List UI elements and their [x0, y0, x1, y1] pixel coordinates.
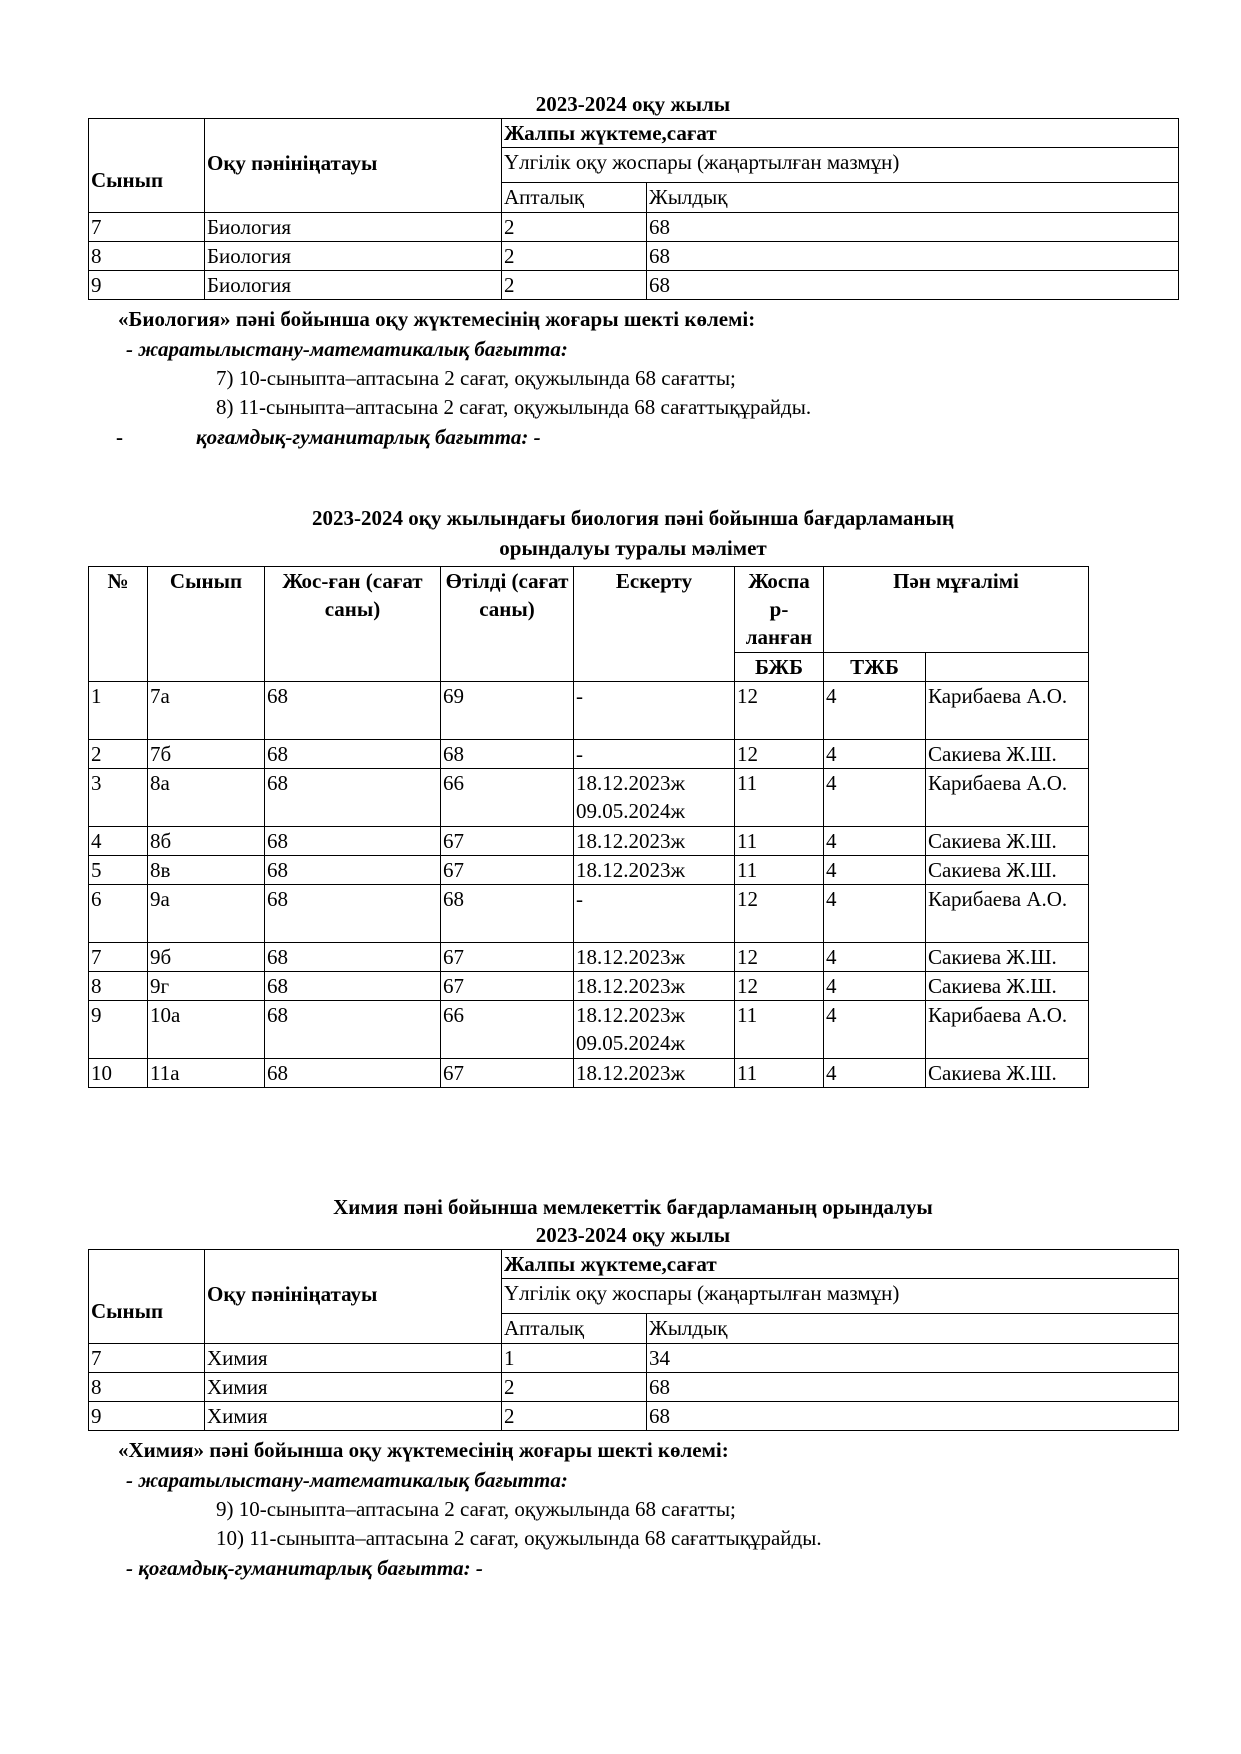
biology-fulfilment-table	[88, 566, 1089, 1088]
header-yearly: Жылдық	[647, 183, 1179, 213]
section1-title: 2023-2024 оқу жылы	[535, 92, 731, 116]
table-row: 9 Биология 2 68	[89, 271, 1179, 300]
header-subject: Оқу пәнініңатауы	[205, 1250, 502, 1344]
table-row: 7 9б 68 67 18.12.2023ж 12 4 Сакиева Ж.Ш.	[89, 943, 1089, 972]
table-row: 6 9а 68 68 - 12 4 Карибаева А.О.	[89, 885, 1089, 943]
header-load: Жалпы жүктеме,сағат	[502, 1250, 1179, 1279]
section2-title-line2: орындалуы туралы мәлімет	[499, 536, 767, 560]
header-class: Сынып	[89, 1250, 205, 1344]
table-row: 1 7а 68 69 - 12 4 Карибаева А.О.	[89, 682, 1089, 740]
table-row: 8 Химия 2 68	[89, 1373, 1179, 1402]
section2-title-line1: 2023-2024 оқу жылындағы биология пәні бойынша бағдарламаның	[312, 506, 954, 530]
header-weekly: Апталық	[502, 1314, 647, 1344]
chemistry-plan-table	[88, 1249, 1179, 1431]
section3-title-line2: 2023-2024 оқу жылы	[535, 1223, 731, 1247]
chemistry-limit-heading: «Химия» пәні бойынша оқу жүктемесінің жоғары шекті көлемі:	[118, 1438, 729, 1462]
table-row: 2 7б 68 68 - 12 4 Сакиева Ж.Ш.	[89, 740, 1089, 769]
header-yearly: Жылдық	[647, 1314, 1179, 1344]
header-class: Сынып	[89, 119, 205, 213]
table-row: 7 Биология 2 68	[89, 213, 1179, 242]
table-row: 9 10а 68 66 18.12.2023ж 09.05.2024ж 11 4 Карибаева А.О.	[89, 1001, 1089, 1059]
table-row: 4 8б 68 67 18.12.2023ж 11 4 Сакиева Ж.Ш.	[89, 827, 1089, 856]
table-row: 9 Химия 2 68	[89, 1402, 1179, 1431]
chemistry-item-9: 9) 10-сыныпта–аптасына 2 сағат, оқужылында 68 сағатты;	[216, 1497, 736, 1521]
header-bjb: БЖБ	[735, 653, 824, 682]
biology-item-8: 8) 11-сыныпта–аптасына 2 сағат, оқужылында 68 сағаттықұрайды.	[216, 395, 812, 419]
biology-direction-science: - жаратылыстану-математикалық бағытта:	[126, 337, 568, 361]
chemistry-direction-science: - жаратылыстану-математикалық бағытта:	[126, 1468, 568, 1492]
header-tjb: ТЖБ	[824, 653, 926, 682]
section3-title-line1: Химия пәні бойынша мемлекеттік бағдарламаның орындалуы	[333, 1195, 933, 1219]
biology-direction2-dash: -	[116, 425, 123, 449]
header-done-hours: Өтілді (сағат саны)	[441, 567, 574, 682]
chemistry-direction-humanities: - қоғамдық-гуманитарлық бағытта: -	[126, 1556, 483, 1580]
header-planned-hours: Жос-ған (сағат саны)	[265, 567, 441, 682]
header-num: №	[89, 567, 148, 682]
biology-item-7: 7) 10-сыныпта–аптасына 2 сағат, оқужылында 68 сағатты;	[216, 366, 736, 390]
biology-limit-heading: «Биология» пәні бойынша оқу жүктемесінің жоғары шекті көлемі:	[118, 307, 756, 331]
biology-plan-table	[88, 118, 1179, 300]
header-note: Ескерту	[574, 567, 735, 682]
biology-direction-humanities: қоғамдық-гуманитарлық бағытта: -	[196, 425, 541, 449]
header-weekly: Апталық	[502, 183, 647, 213]
chemistry-item-10: 10) 11-сыныпта–аптасына 2 сағат, оқужылында 68 сағаттықұрайды.	[216, 1526, 822, 1550]
table-row: 10 11а 68 67 18.12.2023ж 11 4 Сакиева Ж.Ш.	[89, 1059, 1089, 1088]
header-plan: Үлгілік оқу жоспары (жаңартылған мазмұн)	[502, 148, 1179, 183]
header-teacher: Пән мұғалімі	[824, 567, 1089, 653]
header-load: Жалпы жүктеме,сағат	[502, 119, 1179, 148]
header-plan: Үлгілік оқу жоспары (жаңартылған мазмұн)	[502, 1279, 1179, 1314]
table-row: 8 9г 68 67 18.12.2023ж 12 4 Сакиева Ж.Ш.	[89, 972, 1089, 1001]
table-row: 5 8в 68 67 18.12.2023ж 11 4 Сакиева Ж.Ш.	[89, 856, 1089, 885]
table-row: 8 Биология 2 68	[89, 242, 1179, 271]
header-subject: Оқу пәнініңатауы	[205, 119, 502, 213]
header-class: Сынып	[148, 567, 265, 682]
table-row: 7 Химия 1 34	[89, 1344, 1179, 1373]
table-row: 3 8а 68 66 18.12.2023ж 09.05.2024ж 11 4 Карибаева А.О.	[89, 769, 1089, 827]
header-planned: Жоспа р-ланған	[735, 567, 824, 653]
